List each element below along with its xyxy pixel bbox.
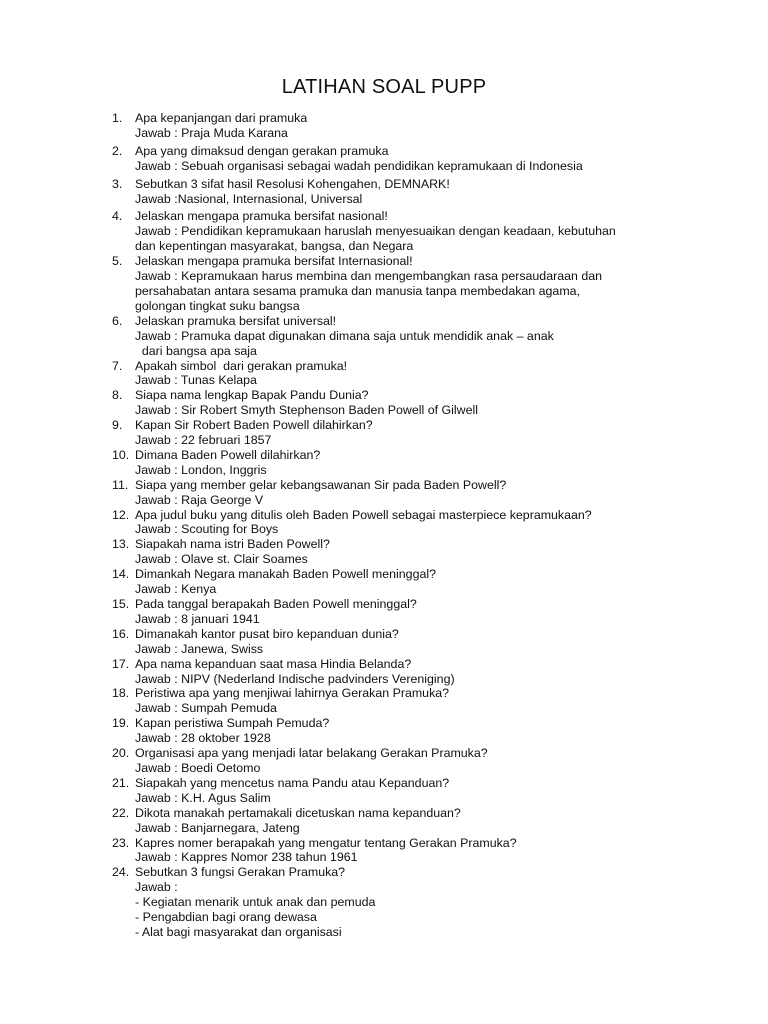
- answer-text: Jawab : London, Inggris: [135, 462, 267, 477]
- question-item: [112, 359, 672, 389]
- question-item: [112, 448, 672, 478]
- question-number: 10.: [112, 447, 130, 462]
- question-item: [112, 111, 672, 141]
- question-text: Pada tanggal berapakah Baden Powell meninggal?: [135, 597, 417, 611]
- answer-text: Jawab : Olave st. Clair Soames: [135, 552, 308, 567]
- answer-text: Jawab : Tunas Kelapa: [135, 373, 257, 388]
- question-item: [112, 657, 672, 687]
- question-number: 17.: [112, 656, 130, 671]
- answer-text: Jawab : Banjarnegara, Jateng: [135, 820, 300, 835]
- question-item: [112, 776, 672, 806]
- question-item: [112, 508, 672, 538]
- question-list: [112, 111, 672, 940]
- question-number: 22.: [112, 805, 130, 820]
- question-text: Apa yang dimaksud dengan gerakan pramuka: [135, 143, 389, 158]
- answer-text: Jawab : Scouting for Boys: [135, 522, 279, 537]
- question-number: 15.: [112, 597, 130, 611]
- question-item: [112, 716, 672, 746]
- question-number: 5.: [112, 254, 123, 269]
- question-text: Apa kepanjangan dari pramuka: [135, 111, 308, 125]
- answer-text: Jawab : Boedi Oetomo: [135, 760, 261, 775]
- question-item: [112, 144, 672, 174]
- answer-text: Jawab : Kepramukaan harus membina dan mengembangkan rasa persaudaraan dan persahabatan antara sesama pramuka dan manusia tanpa membedakan agama, golongan tingkat suku bangsa: [135, 269, 603, 313]
- question-number: 19.: [112, 716, 130, 731]
- question-text: Dimankah Negara manakah Baden Powell meninggal?: [135, 567, 436, 582]
- page-title: LATIHAN SOAL PUPP: [281, 76, 487, 98]
- question-number: 8.: [112, 388, 123, 403]
- question-item: [112, 746, 672, 776]
- answer-text: Jawab : Kenya: [135, 582, 217, 597]
- answer-list-item: - Pengabdian bagi orang dewasa: [135, 910, 317, 925]
- answer-text: Jawab : NIPV (Nederland Indische padvinders Vereniging): [135, 671, 455, 686]
- question-text: Apa nama kepanduan saat masa Hindia Belanda?: [135, 656, 412, 671]
- question-item: [112, 806, 672, 836]
- question-item: [112, 177, 672, 207]
- question-number: 16.: [112, 626, 130, 641]
- answer-text: Jawab : Kappres Nomor 238 tahun 1961: [135, 850, 358, 865]
- question-item: [112, 388, 672, 418]
- question-item: [112, 418, 672, 448]
- question-text: Dimanakah kantor pusat biro kepanduan dunia?: [135, 626, 399, 641]
- question-item: [112, 537, 672, 567]
- question-text: Siapa nama lengkap Bapak Pandu Dunia?: [135, 388, 369, 403]
- answer-text: Jawab : 8 januari 1941: [135, 611, 260, 626]
- question-number: 1.: [112, 111, 123, 125]
- answer-text: Jawab : 22 februari 1857: [135, 433, 272, 448]
- question-text: Kapres nomer berapakah yang mengatur tentang Gerakan Pramuka?: [135, 835, 517, 850]
- question-number: 7.: [112, 358, 123, 373]
- question-text: Jelaskan mengapa pramuka bersifat Internasional!: [135, 254, 413, 269]
- question-text: Organisasi apa yang menjadi latar belakang Gerakan Pramuka?: [135, 746, 488, 761]
- answer-text: Jawab : Raja George V: [135, 492, 264, 507]
- answer-text: Jawab : Sumpah Pemuda: [135, 701, 277, 716]
- question-text: Dimana Baden Powell dilahirkan?: [135, 447, 321, 462]
- answer-text: Jawab : Pendidikan kepramukaan haruslah menyesuaikan dengan keadaan, kebutuhan dan kepentingan masyarakat, bangsa, dan Negara: [135, 224, 616, 254]
- answer-text: Jawab : Praja Muda Karana: [135, 125, 288, 140]
- question-item: [112, 627, 672, 657]
- question-number: 6.: [112, 313, 123, 328]
- question-number: 11.: [112, 477, 129, 492]
- question-text: Apa judul buku yang ditulis oleh Baden Powell sebagai masterpiece kepramukaan?: [135, 507, 592, 522]
- question-text: Kapan peristiwa Sumpah Pemuda?: [135, 716, 330, 731]
- question-number: 24.: [112, 865, 130, 880]
- question-text: Dikota manakah pertamakali dicetuskan nama kepanduan?: [135, 805, 461, 820]
- question-item: [112, 865, 672, 940]
- question-number: 2.: [112, 143, 123, 158]
- answer-list-item: - Alat bagi masyarakat dan organisasi: [135, 924, 342, 939]
- question-item: [112, 686, 672, 716]
- answer-text: Jawab :Nasional, Internasional, Universal: [135, 191, 363, 206]
- question-number: 4.: [112, 209, 123, 224]
- answer-list-item: - Kegiatan menarik untuk anak dan pemuda: [135, 895, 376, 910]
- answer-text: Jawab : K.H. Agus Salim: [135, 790, 271, 805]
- question-item: [112, 836, 672, 866]
- question-number: 12.: [112, 507, 130, 522]
- question-number: 14.: [112, 567, 130, 582]
- question-text: Jelaskan mengapa pramuka bersifat nasional!: [135, 209, 388, 224]
- question-text: Siapakah yang mencetus nama Pandu atau Kepanduan?: [135, 775, 450, 790]
- answer-text: Jawab : Sebuah organisasi sebagai wadah pendidikan kepramukaan di Indonesia: [135, 158, 583, 173]
- answer-text: Jawab : Janewa, Swiss: [135, 641, 264, 656]
- question-item: [112, 254, 672, 314]
- question-text: Siapa yang member gelar kebangsawanan Sir pada Baden Powell?: [135, 477, 507, 492]
- question-item: [112, 567, 672, 597]
- question-text: Sebutkan 3 sifat hasil Resolusi Kohengahen, DEMNARK!: [135, 176, 450, 191]
- answer-text: Jawab :: [135, 880, 178, 895]
- question-number: 3.: [112, 176, 123, 191]
- answer-text: Jawab : 28 oktober 1928: [135, 731, 271, 746]
- question-text: Sebutkan 3 fungsi Gerakan Pramuka?: [135, 865, 346, 880]
- question-text: Siapakah nama istri Baden Powell?: [135, 537, 330, 552]
- answer-text: Jawab : Pramuka dapat digunakan dimana saja untuk mendidik anak – anak dari bangsa apa saja: [135, 328, 554, 358]
- question-number: 13.: [112, 537, 130, 552]
- question-text: Jelaskan pramuka bersifat universal!: [135, 313, 337, 328]
- question-text: Apakah simbol dari gerakan pramuka!: [135, 358, 348, 373]
- question-item: [112, 597, 672, 627]
- question-number: 23.: [112, 835, 130, 850]
- answer-text: Jawab : Sir Robert Smyth Stephenson Baden Powell of Gilwell: [135, 403, 478, 418]
- question-number: 20.: [112, 746, 130, 761]
- question-item: [112, 209, 672, 254]
- question-item: [112, 478, 672, 508]
- question-number: 9.: [112, 418, 123, 433]
- question-number: 18.: [112, 686, 130, 701]
- question-text: Peristiwa apa yang menjiwai lahirnya Gerakan Pramuka?: [135, 686, 450, 701]
- question-text: Kapan Sir Robert Baden Powell dilahirkan?: [135, 418, 373, 433]
- question-number: 21.: [112, 775, 130, 790]
- question-item: [112, 314, 672, 359]
